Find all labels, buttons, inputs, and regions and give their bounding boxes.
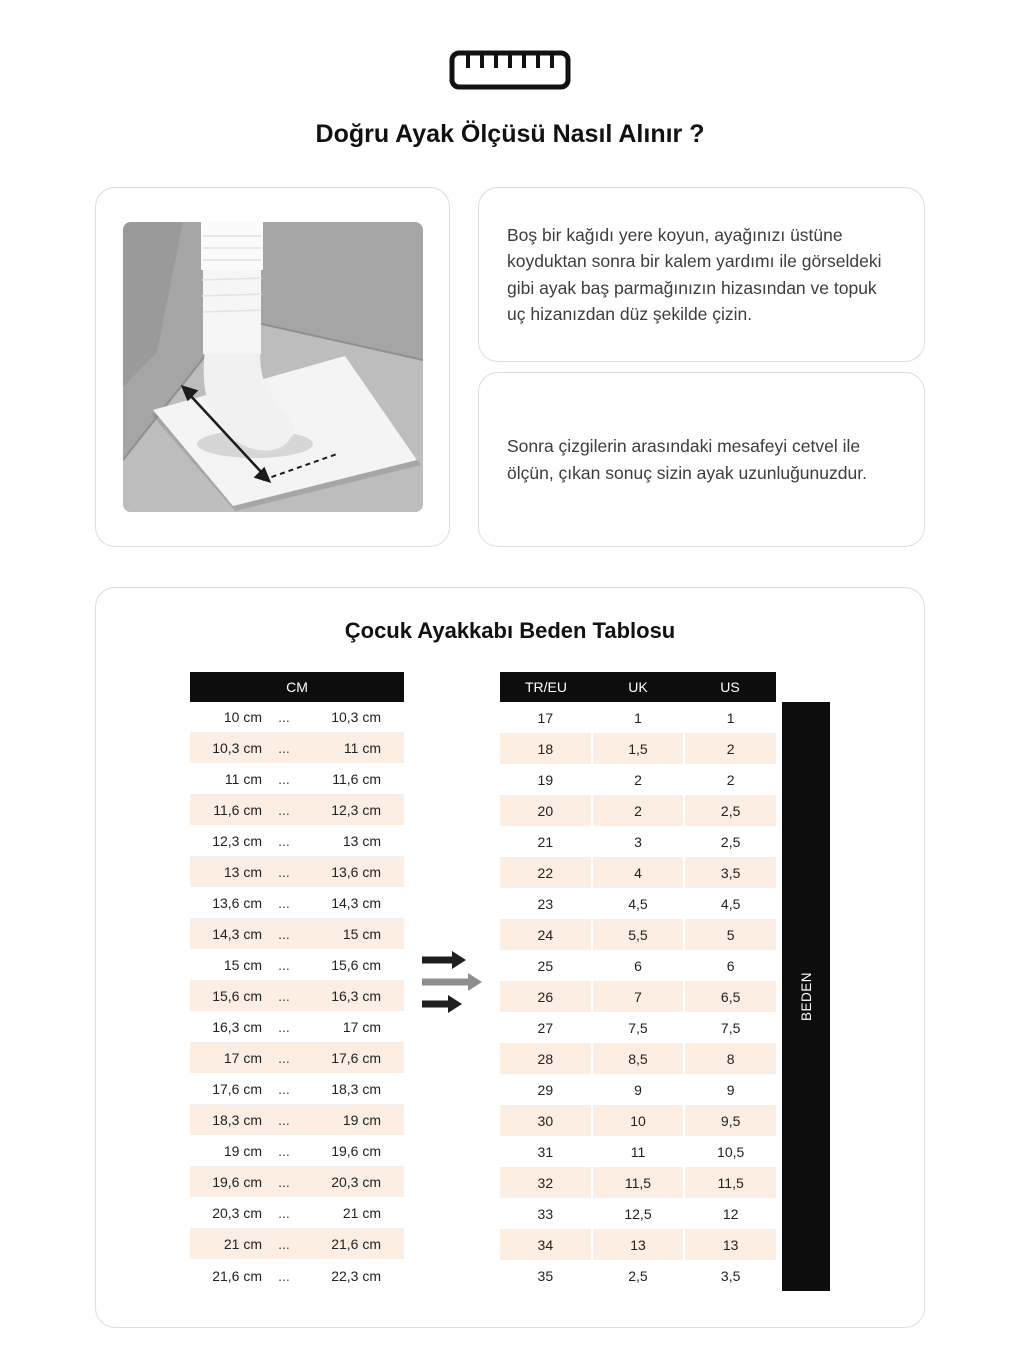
- cm-from-value: 16,3 cm: [212, 1019, 262, 1035]
- us-value: 3,5: [685, 1260, 776, 1291]
- cm-table-row: [190, 919, 404, 950]
- cm-from-value: 11,6 cm: [213, 802, 262, 818]
- cm-from-value: 14,3 cm: [212, 926, 262, 942]
- uk-value: 11: [593, 1136, 684, 1167]
- cm-table-row: [190, 826, 404, 857]
- ruler-icon: [0, 0, 1020, 90]
- uk-value: 5,5: [593, 919, 684, 950]
- cm-from-value: 21 cm: [223, 1236, 262, 1252]
- cm-from-value: 13,6 cm: [212, 895, 262, 911]
- cm-to-value: 11,6 cm: [332, 771, 381, 787]
- size-table-row: [500, 1167, 776, 1198]
- tr-eu-value: 27: [500, 1012, 591, 1043]
- range-dots: ...: [278, 1174, 290, 1190]
- cm-from-value: 10,3 cm: [212, 740, 262, 756]
- us-value: 2,5: [685, 826, 776, 857]
- uk-value: 13: [593, 1229, 684, 1260]
- cm-to-value: 13,6 cm: [331, 864, 381, 880]
- us-value: 4,5: [685, 888, 776, 919]
- cm-table-row: [190, 950, 404, 981]
- cm-to-value: 17,6 cm: [331, 1050, 381, 1066]
- cm-table-row: [190, 981, 404, 1012]
- cm-to-value: 12,3 cm: [331, 802, 381, 818]
- size-table-row: [500, 950, 776, 981]
- uk-value: 1: [593, 702, 684, 733]
- uk-value: 2,5: [593, 1260, 684, 1291]
- size-table-header: [500, 672, 776, 702]
- cm-table-row: [190, 1074, 404, 1105]
- tr-eu-value: 31: [500, 1136, 591, 1167]
- tr-eu-value: 23: [500, 888, 591, 919]
- us-value: 2: [685, 733, 776, 764]
- range-dots: ...: [278, 1143, 290, 1159]
- cm-to-value: 16,3 cm: [331, 988, 381, 1004]
- tr-eu-value: 21: [500, 826, 591, 857]
- tr-eu-value: 34: [500, 1229, 591, 1260]
- us-value: 8: [685, 1043, 776, 1074]
- uk-value: 8,5: [593, 1043, 684, 1074]
- us-value: 3,5: [685, 857, 776, 888]
- uk-value: 10: [593, 1105, 684, 1136]
- size-table-row: [500, 1074, 776, 1105]
- howto-section: [95, 187, 925, 547]
- cm-to-value: 14,3 cm: [331, 895, 381, 911]
- cm-to-value: 13 cm: [342, 833, 381, 849]
- cm-from-value: 17 cm: [223, 1050, 262, 1066]
- cm-from-value: 10 cm: [223, 709, 262, 725]
- cm-table: [190, 672, 404, 1291]
- us-value: 1: [685, 702, 776, 733]
- us-value: 2,5: [685, 795, 776, 826]
- us-value: 9: [685, 1074, 776, 1105]
- us-value: 10,5: [685, 1136, 776, 1167]
- cm-to-value: 18,3 cm: [331, 1081, 381, 1097]
- tr-eu-value: 22: [500, 857, 591, 888]
- us-value: 12: [685, 1198, 776, 1229]
- cm-table-row: [190, 1198, 404, 1229]
- range-dots: ...: [278, 771, 290, 787]
- size-table-body: [500, 702, 776, 1291]
- size-table-row: [500, 1012, 776, 1043]
- range-dots: ...: [278, 1236, 290, 1252]
- size-table-row: [500, 981, 776, 1012]
- cm-from-value: 21,6 cm: [212, 1267, 262, 1284]
- instruction-card-2: [478, 372, 925, 547]
- beden-label: BEDEN: [798, 971, 814, 1021]
- size-table-row: [500, 1043, 776, 1074]
- range-dots: ...: [278, 709, 290, 725]
- size-table-row: [500, 826, 776, 857]
- range-dots: ...: [278, 802, 290, 818]
- size-table-row: [500, 1198, 776, 1229]
- range-dots: ...: [278, 1081, 290, 1097]
- cm-table-row: [190, 795, 404, 826]
- range-dots: ...: [278, 740, 290, 756]
- uk-value: 4: [593, 857, 684, 888]
- cm-table-row: [190, 1105, 404, 1136]
- cm-table-row: [190, 1043, 404, 1074]
- tr-eu-value: 17: [500, 702, 591, 733]
- size-table-row: [500, 795, 776, 826]
- cm-to-value: 11 cm: [343, 740, 381, 756]
- tr-eu-value: 28: [500, 1043, 591, 1074]
- cm-to-value: 22,3 cm: [331, 1267, 381, 1284]
- transfer-arrows-icon: [404, 948, 500, 1016]
- us-value: 5: [685, 919, 776, 950]
- instruction-cards: [478, 187, 925, 547]
- size-table-row: [500, 1260, 776, 1291]
- instruction-card-1: [478, 187, 925, 362]
- size-table-row: [500, 1105, 776, 1136]
- cm-from-value: 17,6 cm: [212, 1081, 262, 1097]
- cm-table-row: [190, 888, 404, 919]
- tr-eu-value: 25: [500, 950, 591, 981]
- uk-value: 9: [593, 1074, 684, 1105]
- range-dots: ...: [278, 1267, 290, 1284]
- cm-table-body: [190, 702, 404, 1291]
- uk-value: 11,5: [593, 1167, 684, 1198]
- cm-from-value: 15,6 cm: [212, 988, 262, 1004]
- size-table-row: [500, 1229, 776, 1260]
- us-value: 9,5: [685, 1105, 776, 1136]
- cm-to-value: 15 cm: [342, 926, 381, 942]
- cm-table-row: [190, 764, 404, 795]
- range-dots: ...: [278, 833, 290, 849]
- cm-to-value: 10,3 cm: [331, 709, 381, 725]
- uk-value: 1,5: [593, 733, 684, 764]
- us-value: 13: [685, 1229, 776, 1260]
- uk-value: 4,5: [593, 888, 684, 919]
- range-dots: ...: [278, 1050, 290, 1066]
- size-tables: [96, 672, 924, 1291]
- tr-eu-value: 33: [500, 1198, 591, 1229]
- tr-eu-value: 18: [500, 733, 591, 764]
- page-title: Doğru Ayak Ölçüsü Nasıl Alınır ?: [315, 120, 705, 148]
- size-table-title: Çocuk Ayakkabı Beden Tablosu: [344, 618, 676, 643]
- tr-eu-value: 19: [500, 764, 591, 795]
- cm-from-value: 19,6 cm: [212, 1174, 262, 1190]
- range-dots: ...: [278, 1112, 290, 1128]
- cm-from-value: 11 cm: [224, 771, 262, 787]
- cm-to-value: 19,6 cm: [331, 1143, 381, 1159]
- cm-from-value: 19 cm: [223, 1143, 262, 1159]
- size-conversion-table: [500, 672, 776, 1291]
- col-header-tr-eu: TR/EU: [525, 679, 567, 695]
- foot-measurement-photo: [123, 222, 423, 512]
- uk-value: 12,5: [593, 1198, 684, 1229]
- col-header-us: US: [720, 679, 740, 695]
- cm-table-row: [190, 1229, 404, 1260]
- cm-to-value: 21,6 cm: [331, 1236, 381, 1252]
- size-table-row: [500, 764, 776, 795]
- uk-value: 6: [593, 950, 684, 981]
- measurement-photo-card: [95, 187, 450, 547]
- size-table-card: [95, 587, 925, 1328]
- beden-sidebar: [782, 702, 830, 1291]
- range-dots: ...: [278, 895, 290, 911]
- uk-value: 3: [593, 826, 684, 857]
- size-table-row: [500, 1136, 776, 1167]
- cm-to-value: 21 cm: [342, 1205, 381, 1221]
- tr-eu-value: 26: [500, 981, 591, 1012]
- instruction-step2-text: Sonra çizgilerin arasındaki mesafeyi cetvel ile ölçün, çıkan sonuç sizin ayak uzunluğunuzdur.: [507, 436, 867, 483]
- instruction-step1-text: Boş bir kağıdı yere koyun, ayağınızı üstüne koyduktan sonra bir kalem yardımı ile görseldeki gibi ayak baş parmağınızın hizasından ve topuk uç hizanızdan düz şekilde çizin.: [507, 225, 882, 324]
- range-dots: ...: [278, 988, 290, 1004]
- cm-table-row: [190, 702, 404, 733]
- tr-eu-value: 32: [500, 1167, 591, 1198]
- cm-table-row: [190, 857, 404, 888]
- us-value: 7,5: [685, 1012, 776, 1043]
- tr-eu-value: 24: [500, 919, 591, 950]
- range-dots: ...: [278, 957, 290, 973]
- us-value: 6,5: [685, 981, 776, 1012]
- us-value: 11,5: [685, 1167, 776, 1198]
- us-value: 2: [685, 764, 776, 795]
- tr-eu-value: 20: [500, 795, 591, 826]
- cm-table-row: [190, 1136, 404, 1167]
- tr-eu-value: 29: [500, 1074, 591, 1105]
- us-value: 6: [685, 950, 776, 981]
- cm-to-value: 19 cm: [342, 1112, 381, 1128]
- cm-table-header: CM: [190, 672, 404, 702]
- cm-table-row: [190, 1260, 404, 1291]
- cm-from-value: 13 cm: [223, 864, 262, 880]
- uk-value: 7,5: [593, 1012, 684, 1043]
- range-dots: ...: [278, 1019, 290, 1035]
- tr-eu-value: 35: [500, 1260, 591, 1291]
- range-dots: ...: [278, 864, 290, 880]
- range-dots: ...: [278, 926, 290, 942]
- range-dots: ...: [278, 1205, 290, 1221]
- cm-to-value: 20,3 cm: [331, 1174, 381, 1190]
- cm-from-value: 20,3 cm: [212, 1205, 262, 1221]
- uk-value: 2: [593, 795, 684, 826]
- uk-value: 7: [593, 981, 684, 1012]
- cm-table-row: [190, 733, 404, 764]
- size-table-row: [500, 888, 776, 919]
- tr-eu-value: 30: [500, 1105, 591, 1136]
- cm-from-value: 12,3 cm: [212, 833, 262, 849]
- cm-table-row: [190, 1167, 404, 1198]
- cm-to-value: 17 cm: [342, 1019, 381, 1035]
- size-table-row: [500, 919, 776, 950]
- cm-table-row: [190, 1012, 404, 1043]
- cm-from-value: 18,3 cm: [212, 1112, 262, 1128]
- cm-from-value: 15 cm: [223, 957, 262, 973]
- size-table-row: [500, 702, 776, 733]
- cm-to-value: 15,6 cm: [331, 957, 381, 973]
- col-header-uk: UK: [628, 679, 648, 695]
- uk-value: 2: [593, 764, 684, 795]
- size-table-row: [500, 857, 776, 888]
- size-table-row: [500, 733, 776, 764]
